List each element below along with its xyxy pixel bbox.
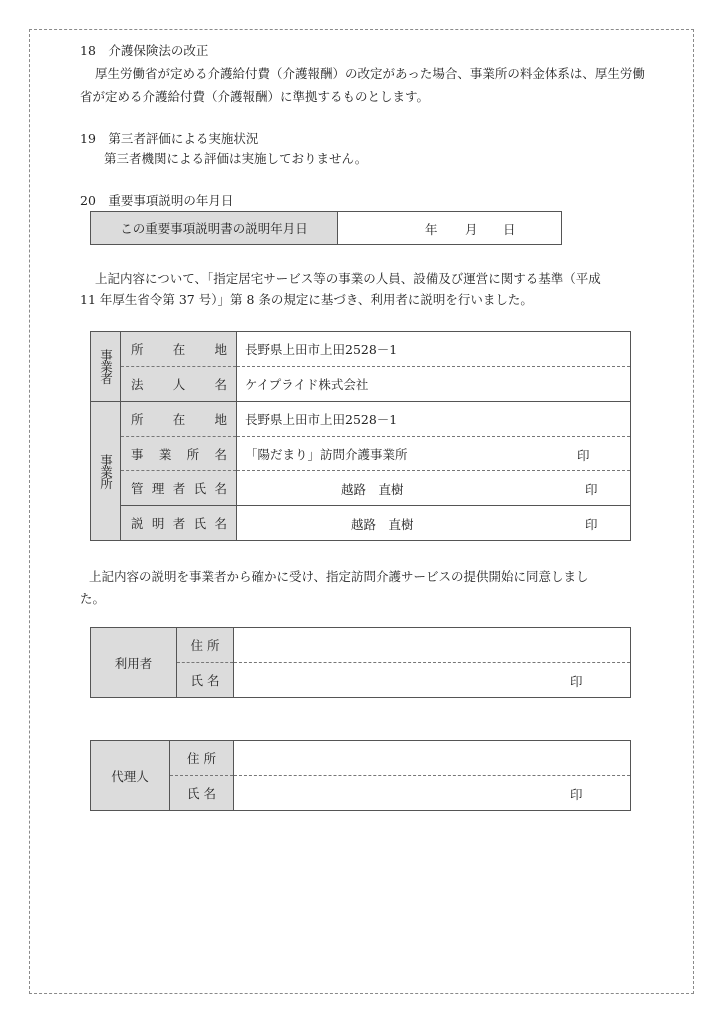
user-name-label: 氏 名 [177, 663, 234, 698]
user-group-label: 利用者 [91, 628, 177, 698]
explainer-seal-mark: 印 [585, 517, 598, 532]
explainer-name-value [237, 506, 631, 541]
section-18-heading: 18 介護保険法の改正 [80, 43, 209, 58]
operator-address-label: 所在地 [121, 332, 237, 367]
user-address-label: 住 所 [177, 628, 234, 663]
office-address-value [237, 402, 631, 437]
office-seal-mark: 印 [577, 448, 590, 463]
statement-2-line2: た。 [80, 591, 106, 606]
office-name-text: 「陽だまり」訪問介護事業所 [245, 446, 408, 462]
section-18-body-line2: 省が定める介護給付費（介護報酬）に準拠するものとします。 [80, 89, 430, 104]
agent-seal-mark: 印 [570, 787, 583, 802]
office-address-text: 長野県上田市上田2528－1 [245, 412, 398, 427]
statement-2-line1: 上記内容の説明を事業者から確かに受け、指定訪問介護サービスの提供開始に同意しまし [89, 569, 589, 584]
provider-table [90, 331, 631, 541]
manager-name-text: 越路 直樹 [341, 482, 404, 497]
manager-seal-mark: 印 [585, 482, 598, 497]
section-19-heading: 19 第三者評価による実施状況 [80, 131, 259, 146]
corporation-name-text: ケイプライド株式会社 [245, 377, 369, 392]
explainer-name-label: 説明者氏名 [121, 506, 237, 541]
operator-address-text: 長野県上田市上田2528－1 [245, 342, 398, 357]
office-name-label: 事業所名 [121, 437, 237, 471]
operator-address-value [237, 332, 631, 367]
office-group-label: 事業所 [91, 402, 121, 541]
explanation-date-table [90, 211, 562, 245]
user-signature-table [90, 627, 631, 698]
agent-name-field[interactable] [234, 776, 631, 811]
user-name-field[interactable] [234, 663, 631, 698]
agent-address-field[interactable] [234, 741, 631, 776]
corporation-name-value [237, 367, 631, 402]
year-label: 年 [425, 222, 438, 237]
section-19-body: 第三者機関による評価は実施しておりません。 [104, 151, 368, 166]
agent-name-label: 氏 名 [170, 776, 234, 811]
agent-address-label: 住 所 [170, 741, 234, 776]
office-address-label: 所在地 [121, 402, 237, 437]
explanation-date-field[interactable] [338, 212, 562, 245]
section-20-heading: 20 重要事項説明の年月日 [80, 193, 234, 208]
operator-group-label: 事業者 [91, 332, 121, 402]
manager-name-value [237, 471, 631, 506]
day-label: 日 [503, 222, 516, 237]
agent-group-label: 代理人 [91, 741, 170, 811]
manager-name-label: 管理者氏名 [121, 471, 237, 506]
explainer-name-text: 越路 直樹 [351, 517, 414, 532]
office-name-value [237, 437, 631, 471]
section-18-body-line1: 厚生労働省が定める介護給付費（介護報酬）の改定があった場合、事業所の料金体系は、厚生労働 [95, 66, 645, 81]
corporation-name-label: 法人名 [121, 367, 237, 402]
user-address-field[interactable] [234, 628, 631, 663]
user-seal-mark: 印 [570, 674, 583, 689]
statement-1-line2: 11 年厚生省令第 37 号）」第 8 条の規定に基づき、利用者に説明を行いました。 [80, 292, 533, 307]
explanation-date-label: この重要事項説明書の説明年月日 [91, 212, 338, 245]
agent-signature-table [90, 740, 631, 811]
statement-1-line1: 上記内容について、「指定居宅サービス等の事業の人員、設備及び運営に関する基準（平成 [95, 271, 601, 286]
month-label: 月 [465, 222, 478, 237]
